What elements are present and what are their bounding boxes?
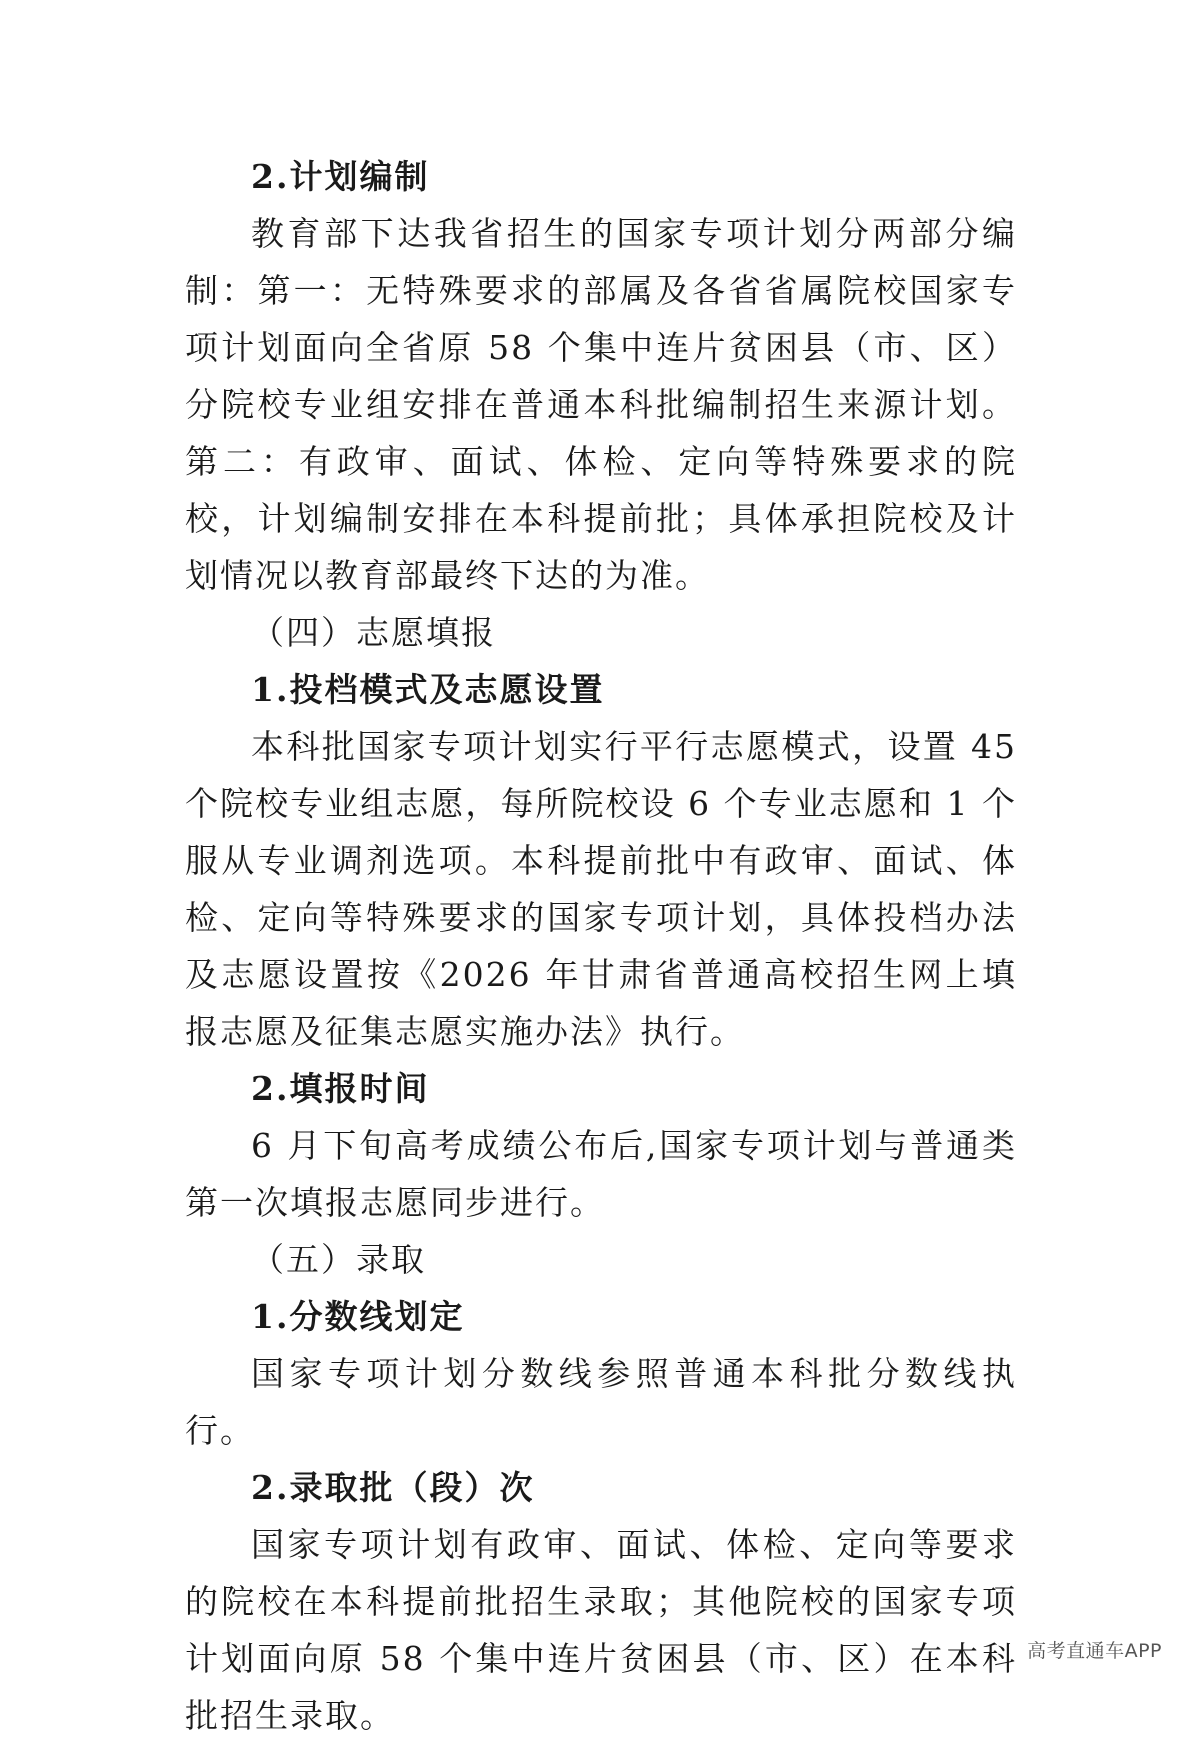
subheading-filing-mode: 1.投档模式及志愿设置	[251, 670, 605, 709]
subheading-filing-time: 2.填报时间	[251, 1069, 430, 1108]
watermark-logo-text: 高考直通车APP	[1027, 1640, 1162, 1662]
paragraph-filing-mode: 本科批国家专项计划实行平行志愿模式，设置 45 个院校专业组志愿，每所院校设 6 个专业志愿和 1 个服从专业调剂选项。本科提前批中有政审、面试、体检、定向等特殊要求的国家专项计划，具体投档办法及志愿设置按《2026 年甘肃省普通高校招生网上填报志愿及征集志愿实施办法》执行。	[185, 727, 1017, 1051]
subheading-plan-compilation: 2.计划编制	[251, 157, 430, 196]
paragraph-score-line: 国家专项计划分数线参照普通本科批分数线执行。	[185, 1354, 1017, 1450]
section-heading-application: （四）志愿填报	[251, 613, 496, 652]
paragraph-admission-batch: 国家专项计划有政审、面试、体检、定向等要求的院校在本科提前批招生录取；其他院校的国家专项计划面向原 58 个集中连片贫困县（市、区）在本科批招生录取。	[185, 1525, 1017, 1735]
subheading-admission-batch: 2.录取批（段）次	[251, 1468, 535, 1507]
document-body	[185, 148, 1017, 1744]
subheading-score-line: 1.分数线划定	[251, 1297, 465, 1336]
paragraph-filing-time: 6 月下旬高考成绩公布后,国家专项计划与普通类第一次填报志愿同步进行。	[185, 1126, 1017, 1222]
paragraph-plan-compilation: 教育部下达我省招生的国家专项计划分两部分编制：第一：无特殊要求的部属及各省省属院校国家专项计划面向全省原 58 个集中连片贫困县（市、区）分院校专业组安排在普通本科批编制招生来源计划。第二：有政审、面试、体检、定向等特殊要求的院校，计划编制安排在本科提前批；具体承担院校及计划情况以教育部最终下达的为准。	[185, 214, 1017, 595]
section-heading-admission: （五）录取	[251, 1240, 426, 1279]
